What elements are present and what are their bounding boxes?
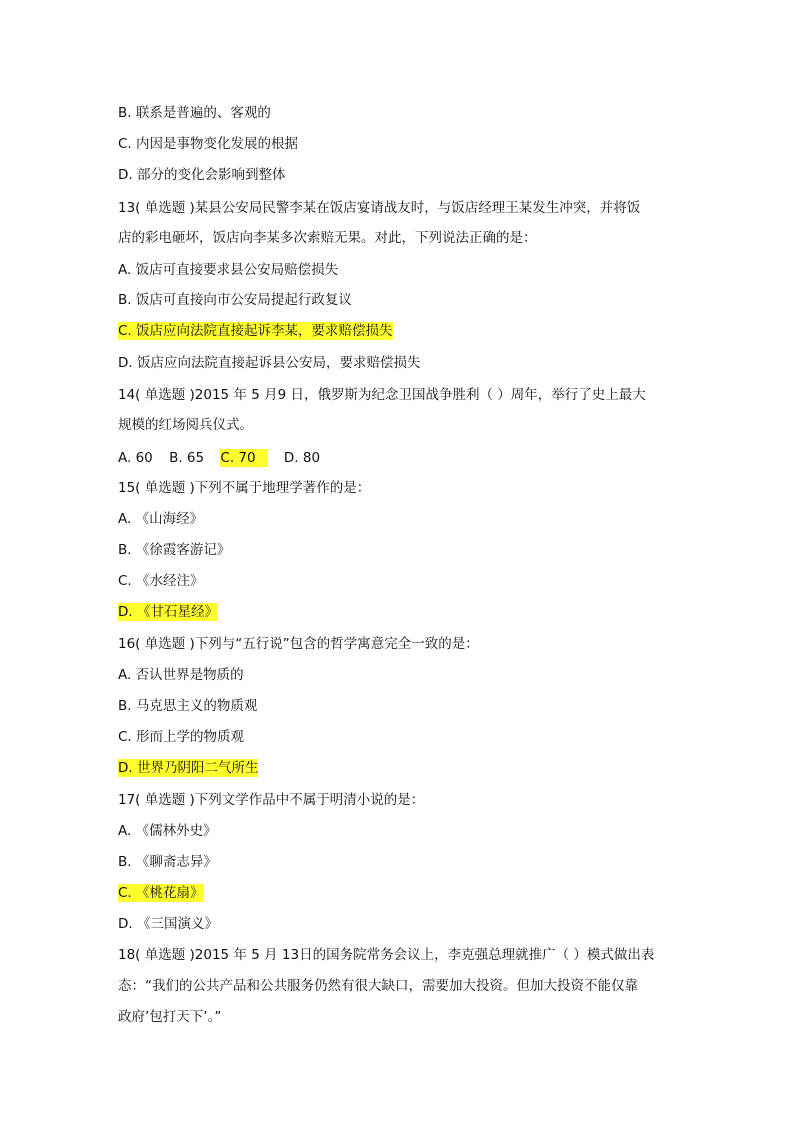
highlighted-answer: C. 《桃花扇》 — [118, 885, 204, 901]
question-18-text-cont: 政府’包打天下’。” — [118, 1009, 222, 1025]
question-17-text: 17( 单选题 )下列文学作品中不属于明清小说的是： — [118, 792, 425, 808]
option-line: C. 内因是事物变化发展的根据 — [118, 136, 299, 152]
option-line: D. 饭店应向法院直接起诉县公安局，要求赔偿损失 — [118, 355, 421, 371]
question-13-text: 13( 单选题 )某县公安局民警李某在饭店宴请战友时，与饭店经理王某发生冲突，并将饭 — [118, 200, 641, 216]
question-16-text: 16( 单选题 )下列与“五行说”包含的哲学寓意完全一致的是： — [118, 636, 479, 652]
question-14-text: 14( 单选题 )2015 年 5 月9 日，俄罗斯为纪念卫国战争胜利（ ）周年，举行了史上最大 — [118, 387, 646, 403]
option-line: B. 马克思主义的物质观 — [118, 698, 258, 714]
question-13-text-cont: 店的彩电砸坏，饭店向李某多次索赔无果。对此，下列说法正确的是： — [118, 230, 537, 246]
option-a: A. 60 — [118, 450, 153, 466]
option-line: B. 联系是普遍的、客观的 — [118, 105, 271, 121]
option-line: A. 《儒林外史》 — [118, 823, 217, 839]
option-line: B. 饭店可直接向市公安局提起行政复议 — [118, 292, 352, 308]
highlighted-answer: D. 《甘石星经》 — [118, 604, 218, 620]
option-d: D. 80 — [283, 450, 321, 466]
option-line: A. 《山海经》 — [118, 511, 204, 527]
highlighted-answer: D. 世界乃阴阳二气所生 — [118, 760, 259, 776]
option-line: C. 《水经注》 — [118, 573, 204, 589]
option-line: B. 《聊斋志异》 — [118, 854, 217, 870]
highlighted-answer: C. 饭店应向法院直接起诉李某，要求赔偿损失 — [118, 323, 393, 339]
option-line: A. 饭店可直接要求县公安局赔偿损失 — [118, 262, 339, 278]
option-line: A. 否认世界是物质的 — [118, 667, 244, 683]
question-15-text: 15( 单选题 )下列不属于地理学著作的是： — [118, 480, 371, 496]
option-b: B. 65 — [169, 450, 205, 466]
option-line: D. 《三国演义》 — [118, 916, 218, 932]
option-c-highlighted: C. 70 — [220, 449, 267, 467]
question-14-text-cont: 规模的红场阅兵仪式。 — [118, 417, 253, 433]
option-line: D. 部分的变化会影响到整体 — [118, 167, 286, 183]
question-18-text-cont: 态：“我们的公共产品和公共服务仍然有很大缺口，需要加大投资。但加大投资不能仅靠 — [118, 978, 638, 994]
option-line: C. 形而上学的物质观 — [118, 729, 245, 745]
question-18-text: 18( 单选题 )2015 年 5 月 13日的国务院常务会议上，李克强总理就推广（ ）模式做出表 — [118, 947, 655, 963]
option-line: B. 《徐霞客游记》 — [118, 542, 231, 558]
question-14-options — [118, 449, 332, 467]
